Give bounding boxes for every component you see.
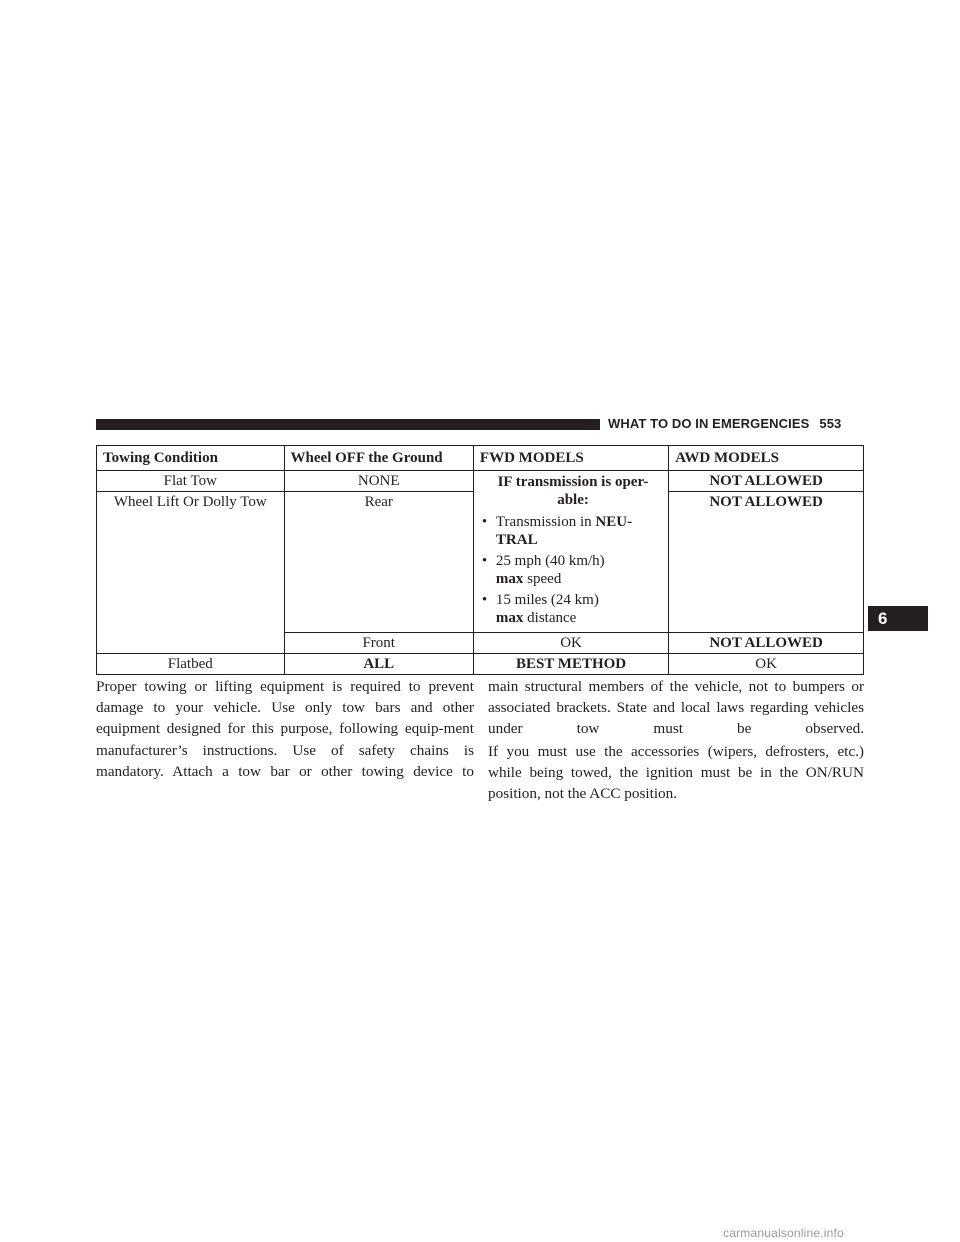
paragraph-towing-equipment: Proper towing or lifting equipment is required to prevent damage to your vehicle. Use only tow bars and other equipment designed for this purpose, following equip-ment manufacturer’s instructions. Use of safety chains is mandatory. Attach a tow bar or other towing device to (96, 678, 474, 780)
fwd-condition-list (482, 513, 664, 627)
list-item: • 25 mph (40 km/h) max speed (482, 552, 664, 588)
table-row (97, 471, 864, 492)
page-number: 553 (819, 416, 842, 431)
watermark-logo: carmanualsonline.info (723, 1226, 844, 1240)
header-fwd-models: FWD MODELS (473, 446, 668, 471)
towing-table (96, 445, 864, 675)
cell-wheel-lift-rear: Rear (284, 492, 473, 633)
header-rule (96, 419, 600, 430)
running-header (608, 416, 864, 431)
cell-flatbed-wheels: ALL (284, 654, 473, 675)
cell-flatbed-fwd: BEST METHOD (473, 654, 668, 675)
cell-wheel-lift: Wheel Lift Or Dolly Tow (97, 492, 285, 654)
cell-flatbed-awd: OK (669, 654, 864, 675)
header-wheel-off-ground: Wheel OFF the Ground (284, 446, 473, 471)
header-towing-condition: Towing Condition (97, 446, 285, 471)
cell-flatbed: Flatbed (97, 654, 285, 675)
header-awd-models: AWD MODELS (669, 446, 864, 471)
cell-fwd-flat-tow-conditions (473, 471, 668, 633)
list-item: • 15 miles (24 km) max distance (482, 591, 664, 627)
paragraph-towing-equipment-continued: main structural members of the vehicle, not to bumpers or associated brackets. State and local laws regarding vehicles under tow must be observed. (488, 678, 864, 738)
section-title: WHAT TO DO IN EMERGENCIES (608, 416, 810, 431)
cell-flat-tow-wheels: NONE (284, 471, 473, 492)
cell-flat-tow: Flat Tow (97, 471, 285, 492)
cell-wheel-lift-front-fwd: OK (473, 633, 668, 654)
fwd-condition-heading: IF transmission is oper-able: (497, 474, 649, 508)
cell-flat-tow-awd: NOT ALLOWED (669, 471, 864, 492)
paragraph-accessories: If you must use the accessories (wipers, defrosters, etc.) while being towed, the ignition must be in the ON/RUN position, not the ACC position. (488, 743, 864, 803)
table-header-row (97, 446, 864, 471)
cell-wheel-lift-front: Front (284, 633, 473, 654)
list-item: • Transmission in NEU-TRAL (482, 513, 664, 549)
cell-wheel-lift-rear-awd: NOT ALLOWED (669, 492, 864, 633)
cell-wheel-lift-front-awd: NOT ALLOWED (669, 633, 864, 654)
chapter-tab: 6 (868, 606, 928, 631)
table-row (97, 654, 864, 675)
